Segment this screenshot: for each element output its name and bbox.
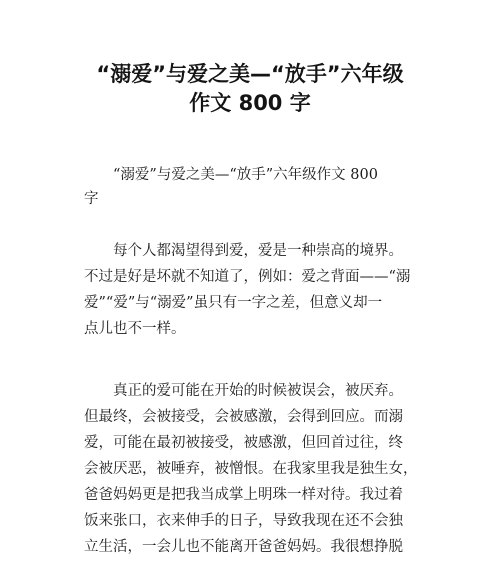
paragraph-line: 但最终，会被接受，会被感激，会得到回应。而溺 [84, 409, 403, 425]
paragraph-line: 爸爸妈妈更是把我当成掌上明珠一样对待。我过着 [84, 487, 403, 503]
body-paragraph-2 [84, 378, 424, 560]
title-line: “溺爱”与爱之美—“放手”六年级 [96, 62, 404, 86]
body-paragraph-1 [84, 238, 424, 342]
paragraph-line: 会被厌恶，被唾弃，被憎恨。在我家里我是独生女， [84, 461, 418, 477]
paragraph-line: 点儿也不一样。 [84, 321, 186, 337]
paragraph-line: 真正的爱可能在开始的时候被误会，被厌弃。 [113, 383, 403, 399]
paragraph-line: 饭来张口，衣来伸手的日子，导致我现在还不会独 [84, 513, 403, 529]
paragraph-line: 不过是好是坏就不知道了，例如：爱之背面——“溺 [84, 269, 411, 285]
subtitle-paragraph [84, 163, 424, 211]
paragraph-line: 立生活，一会儿也不能离开爸爸妈妈。我很想挣脱 [84, 539, 403, 555]
subtitle-line: 字 [84, 191, 99, 207]
subtitle-line: “溺爱”与爱之美—“放手”六年级作文 800 [113, 167, 378, 183]
paragraph-line: 爱，可能在最初被接受，被感激，但回首过往，终 [84, 435, 403, 451]
page-bottom-edge [0, 559, 500, 565]
paragraph-line: 爱”“爱”与“溺爱”虽只有一字之差，但意义却一 [84, 295, 383, 311]
title-line: 作文 800 字 [189, 91, 311, 115]
paragraph-line: 每个人都渴望得到爱，爱是一种崇高的境界。 [113, 243, 403, 259]
document-title [40, 60, 460, 118]
